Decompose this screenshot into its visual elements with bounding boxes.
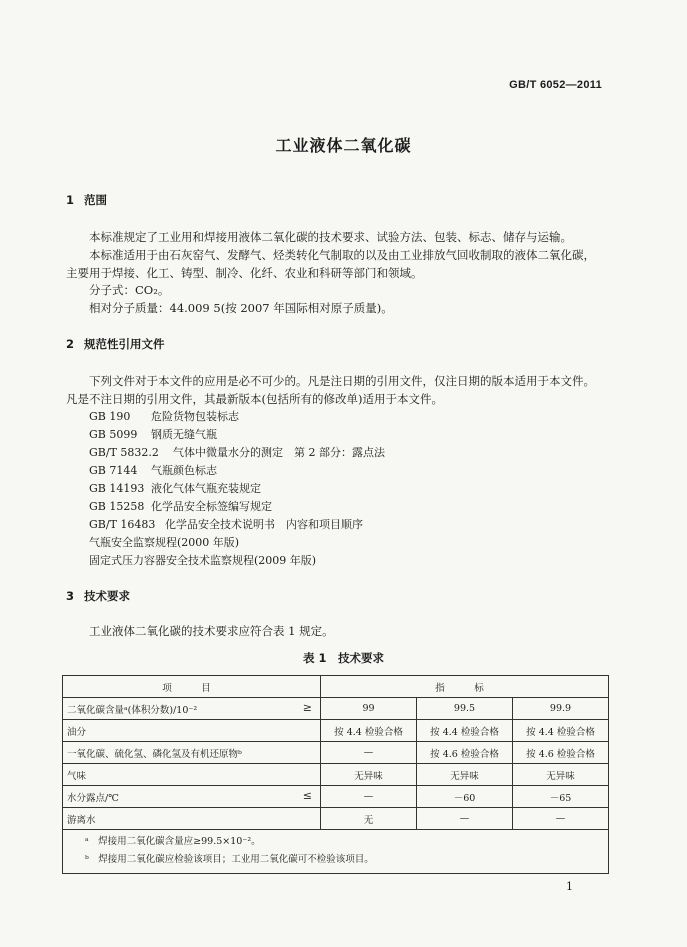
- reference-item: [89, 408, 239, 424]
- row-item-label: 气味: [67, 770, 87, 782]
- value-cell: —: [321, 742, 417, 764]
- section-3-title: 技术要求: [84, 589, 130, 603]
- value-cell: 无: [321, 808, 417, 830]
- row-item: [63, 764, 321, 786]
- value-cell: 无异味: [417, 764, 513, 786]
- value-cell: －60: [417, 786, 513, 808]
- value-cell: —: [513, 808, 609, 830]
- comparison-operator: ≤: [302, 789, 312, 802]
- reference-item: [89, 462, 217, 478]
- reference-regulation: 气瓶安全监察规程(2000 年版): [89, 536, 240, 549]
- reference-item: [89, 516, 363, 532]
- reference-code: GB 190: [89, 410, 131, 423]
- value-cell: —: [321, 786, 417, 808]
- molecular-formula: 分子式：CO₂。: [89, 283, 170, 297]
- reference-code: GB 15258: [89, 500, 145, 513]
- reference-item: [89, 444, 385, 460]
- table-notes: [63, 830, 609, 874]
- row-item: [63, 808, 321, 830]
- row-item-label: 游离水: [67, 814, 96, 826]
- molecular-mass: 相对分子质量：44.009 5(按 2007 年国际相对原子质量)。: [89, 301, 393, 315]
- reference-code: GB/T 5832.2: [89, 446, 159, 459]
- table-header-row: [63, 676, 609, 698]
- table-row: [63, 764, 609, 786]
- table-note-a: ᵃ 焊接用二氧化碳含量应≥99.5×10⁻²。: [85, 836, 261, 847]
- section-1-number: 1: [66, 193, 75, 207]
- reference-code: GB 14193: [89, 482, 145, 495]
- column-header-item: 项 目: [63, 676, 321, 698]
- reference-item: [89, 426, 217, 442]
- value-cell: 无异味: [321, 764, 417, 786]
- value-cell: 99.9: [513, 698, 609, 720]
- section-3-paragraph: 工业液体二氧化碳的技术要求应符合表 1 规定。: [89, 624, 334, 638]
- reference-code: GB/T 16483: [89, 518, 156, 531]
- table-row: [63, 720, 609, 742]
- row-item-label: 二氧化碳含量ᵃ(体积分数)/10⁻²: [67, 704, 198, 716]
- table-note-b: ᵇ 焊接用二氧化碳应检验该项目；工业用二氧化碳可不检验该项目。: [85, 854, 374, 865]
- comparison-operator: ≥: [302, 701, 312, 714]
- row-item-label: 油分: [67, 726, 87, 738]
- table-notes-row: [63, 830, 609, 874]
- reference-title: 钢质无缝气瓶: [151, 428, 217, 441]
- reference-title: 气瓶颜色标志: [151, 464, 217, 477]
- row-item: [63, 698, 321, 720]
- value-cell: －65: [513, 786, 609, 808]
- section-1-paragraph-2: 本标准适用于由石灰窑气、发酵气、烃类转化气制取的以及由工业排放气回收制取的液体二氧化碳，主要用于焊接、化工、铸型、制冷、化纤、农业和科研等部门和领域。: [66, 248, 595, 280]
- value-cell: 无异味: [513, 764, 609, 786]
- table-row: [63, 786, 609, 808]
- row-item: [63, 720, 321, 742]
- section-1-paragraph-1: 本标准规定了工业用和焊接用液体二氧化碳的技术要求、试验方法、包装、标志、储存与运输。: [89, 230, 572, 244]
- reference-title: 危险货物包装标志: [151, 410, 239, 423]
- section-1-heading: [66, 192, 107, 208]
- section-1-title: 范围: [84, 193, 107, 207]
- reference-item: [89, 480, 261, 496]
- table-row: [63, 808, 609, 830]
- technical-requirements-table: [62, 675, 609, 874]
- reference-title: 液化气体气瓶充装规定: [151, 482, 261, 495]
- table-row: [63, 698, 609, 720]
- reference-code: GB 5099: [89, 428, 138, 441]
- reference-item: [89, 498, 272, 514]
- document-title: 工业液体二氧化碳: [275, 136, 412, 155]
- section-2-number: 2: [66, 337, 75, 351]
- row-item-label: 水分露点/℃: [67, 792, 119, 804]
- value-cell: 按 4.4 检验合格: [513, 720, 609, 742]
- value-cell: 按 4.6 检验合格: [417, 742, 513, 764]
- page-number: 1: [566, 880, 573, 893]
- table-row: [63, 742, 609, 764]
- table-caption: 表 1 技术要求: [302, 651, 384, 665]
- value-cell: 99: [321, 698, 417, 720]
- reference-regulation: 固定式压力容器安全技术监察规程(2009 年版): [89, 554, 317, 567]
- section-2-intro: 下列文件对于本文件的应用是必不可少的。凡是注日期的引用文件，仅注日期的版本适用于本文件。凡是不注日期的引用文件，其最新版本(包括所有的修改单)适用于本文件。: [66, 374, 595, 406]
- reference-title: 气体中微量水分的测定 第 2 部分：露点法: [173, 446, 385, 459]
- value-cell: 按 4.4 检验合格: [417, 720, 513, 742]
- row-item: [63, 786, 321, 808]
- column-header-index: 指 标: [321, 676, 609, 698]
- reference-code: GB 7144: [89, 464, 138, 477]
- value-cell: 按 4.4 检验合格: [321, 720, 417, 742]
- value-cell: —: [417, 808, 513, 830]
- reference-title: 化学品安全技术说明书 内容和项目顺序: [165, 518, 363, 531]
- standard-number: GB/T 6052—2011: [509, 79, 602, 91]
- section-3-number: 3: [66, 589, 75, 603]
- section-2-title: 规范性引用文件: [84, 337, 165, 351]
- row-item: [63, 742, 321, 764]
- section-3-heading: [66, 588, 130, 604]
- section-2-heading: [66, 336, 165, 352]
- value-cell: 99.5: [417, 698, 513, 720]
- row-item-label: 一氧化碳、硫化氢、磷化氢及有机还原物ᵇ: [67, 748, 242, 760]
- value-cell: 按 4.6 检验合格: [513, 742, 609, 764]
- reference-title: 化学品安全标签编写规定: [151, 500, 272, 513]
